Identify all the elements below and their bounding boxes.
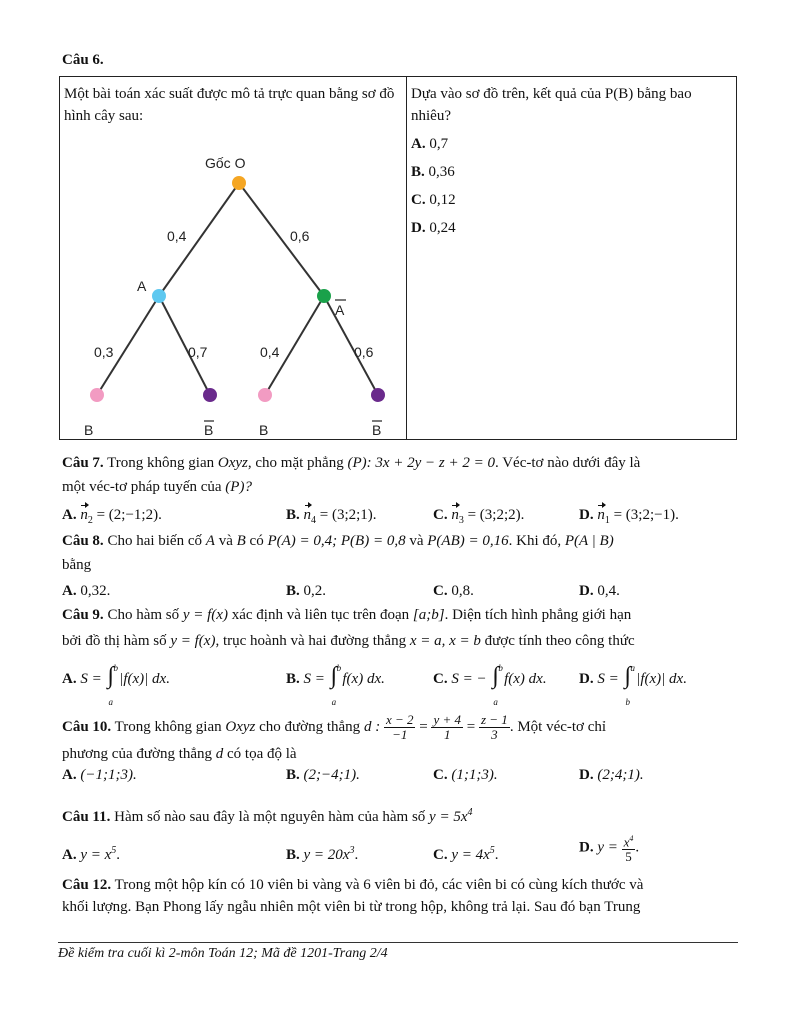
q11-option-b[interactable]: B. $y = 20x^3$. bbox=[286, 845, 359, 863]
q7-option-d[interactable]: D. $n_1$ = (3;2;−1). bbox=[579, 504, 679, 532]
q10-option-a[interactable]: A. (−1;1;3). bbox=[62, 767, 137, 783]
q7-line-2: một véc-tơ pháp tuyến của (P)? bbox=[62, 479, 252, 495]
q8-option-c[interactable]: C. 0,8. bbox=[433, 583, 474, 599]
q6-option-d[interactable]: D. 0,24 bbox=[411, 220, 456, 236]
q6-option-c[interactable]: C. 0,12 bbox=[411, 192, 456, 208]
label-p-notb-given-not-a: 0,6 bbox=[354, 344, 374, 360]
q8-option-b[interactable]: B. 0,2. bbox=[286, 583, 327, 599]
fraction-z: $\frac{z - 1}{3}$ bbox=[480, 712, 508, 743]
integral-sign: ∫ b a bbox=[330, 662, 342, 707]
integral-sign: ∫ b a bbox=[107, 662, 118, 707]
page-footer: Đề kiểm tra cuối kì 2-môn Toán 12; Mã đề 1201-Trang 2/4 bbox=[58, 942, 738, 962]
label-node-not-a: A bbox=[335, 302, 345, 318]
q11-line-1: Câu 11. Hàm số nào sau đây là một nguyên hàm của hàm số $y = 5x^4$ bbox=[62, 807, 473, 825]
q8-line-2: bằng bbox=[62, 557, 92, 573]
q12-line-2: khối lượng. Bạn Phong lấy ngẫu nhiên một viên bi từ trong hộp, không trả lại. Sau đó bạn Trung bbox=[62, 899, 641, 915]
label-leaf-not-b-2: B bbox=[372, 422, 382, 438]
label-p-b-given-a: 0,3 bbox=[94, 344, 114, 360]
fraction-d: $\frac{x^4}{5}$ bbox=[623, 834, 634, 865]
q7-option-c[interactable]: C. $n_3$ = (3;2;2). bbox=[433, 504, 524, 532]
root-node bbox=[232, 176, 246, 190]
integral-sign: ∫ b a bbox=[492, 662, 503, 707]
label-p-notb-given-a: 0,7 bbox=[188, 344, 208, 360]
q9-option-a[interactable]: A. S = ∫ b a |f(x)| dx. bbox=[62, 662, 170, 707]
q10-line-1: Câu 10. Trong không gian Oxyz cho đường thẳng d : $\frac{x - 2}{-1}$ = $\frac{y + 4}{1}$ = $\frac{z - 1}{3}$ . Một véc-tơ chỉ bbox=[62, 712, 607, 743]
q6-right-cell bbox=[407, 77, 737, 440]
q8-line-1: Câu 8. Cho hai biến cố A và B có P(A) = 0,4; P(B) = 0,8 và P(AB) = 0,16. Khi đó, P(A | B) bbox=[62, 533, 614, 549]
q9-line-1: Câu 9. Cho hàm số y = f(x) xác định và liên tục trên đoạn [a;b]. Diện tích hình phẳng giới hạn bbox=[62, 607, 632, 623]
q11-option-d[interactable]: D. y = $\frac{x^4}{5}$ . bbox=[579, 834, 640, 865]
leaf-b-1 bbox=[90, 388, 104, 402]
q9-option-c[interactable]: C. S = − ∫ b a f(x) dx. bbox=[433, 662, 547, 707]
q10-line-2: phương của đường thẳng d có tọa độ là bbox=[62, 746, 297, 762]
integral-sign: ∫ a b bbox=[624, 662, 635, 707]
leaf-not-b-2 bbox=[371, 388, 385, 402]
q6-option-b[interactable]: B. 0,36 bbox=[411, 164, 455, 180]
label-leaf-not-b-1: B bbox=[204, 422, 214, 438]
q11-option-a[interactable]: A. $y = x^5$. bbox=[62, 845, 121, 863]
q6-option-a[interactable]: A. 0,7 bbox=[411, 136, 449, 152]
q10-option-b[interactable]: B. (2;−4;1). bbox=[286, 767, 360, 783]
q11-option-c[interactable]: C. $y = 4x^5$. bbox=[433, 845, 499, 863]
label-p-not-a: 0,6 bbox=[290, 228, 310, 244]
q9-option-d[interactable]: D. S = ∫ a b |f(x)| dx. bbox=[579, 662, 687, 707]
q6-left-cell bbox=[60, 77, 407, 440]
label-leaf-b-1: B bbox=[84, 422, 94, 438]
probability-tree bbox=[64, 125, 402, 438]
q9-line-2: bởi đồ thị hàm số y = f(x), trục hoành và hai đường thẳng x = a, x = b được tính theo công thức bbox=[62, 633, 635, 649]
root-label: Gốc O bbox=[205, 155, 246, 171]
label-p-b-given-not-a: 0,4 bbox=[260, 344, 280, 360]
q8-option-a[interactable]: A. 0,32. bbox=[62, 583, 111, 599]
fraction-x: $\frac{x - 2}{-1}$ bbox=[385, 712, 414, 743]
q12-line-1: Câu 12. Trong một hộp kín có 10 viên bi vàng và 6 viên bi đỏ, các viên bi có cùng kích thước và bbox=[62, 877, 644, 893]
q7-line-1: Câu 7. Trong không gian Oxyz, cho mặt phẳng (P): 3x + 2y − z + 2 = 0. Véc-tơ nào dưới đây là bbox=[62, 455, 641, 471]
q6-table bbox=[59, 76, 737, 440]
q9-option-b[interactable]: B. S = ∫ b a f(x) dx. bbox=[286, 662, 385, 707]
label-p-a: 0,4 bbox=[167, 228, 187, 244]
node-not-a bbox=[317, 289, 331, 303]
leaf-not-b-1 bbox=[203, 388, 217, 402]
leaf-b-2 bbox=[258, 388, 272, 402]
q10-option-c[interactable]: C. (1;1;3). bbox=[433, 767, 498, 783]
q7-option-a[interactable]: A. $n_2$ = (2;−1;2). bbox=[62, 504, 162, 532]
q8-option-d[interactable]: D. 0,4. bbox=[579, 583, 620, 599]
node-a bbox=[152, 289, 166, 303]
label-node-a: A bbox=[137, 278, 147, 294]
branch-root-not-a bbox=[239, 183, 324, 296]
fraction-y: $\frac{y + 4}{1}$ bbox=[433, 712, 461, 743]
q10-option-d[interactable]: D. (2;4;1). bbox=[579, 767, 644, 783]
q6-question: Dựa vào sơ đồ trên, kết quả của P(B) bằng bao nhiêu? bbox=[411, 86, 692, 124]
label-leaf-b-2: B bbox=[259, 422, 269, 438]
q7-option-b[interactable]: B. $n_4$ = (3;2;1). bbox=[286, 504, 377, 532]
q6-left-text: Một bài toán xác suất được mô tả trực quan bằng sơ đồ hình cây sau: bbox=[64, 86, 395, 124]
q6-title: Câu 6. bbox=[62, 52, 104, 68]
